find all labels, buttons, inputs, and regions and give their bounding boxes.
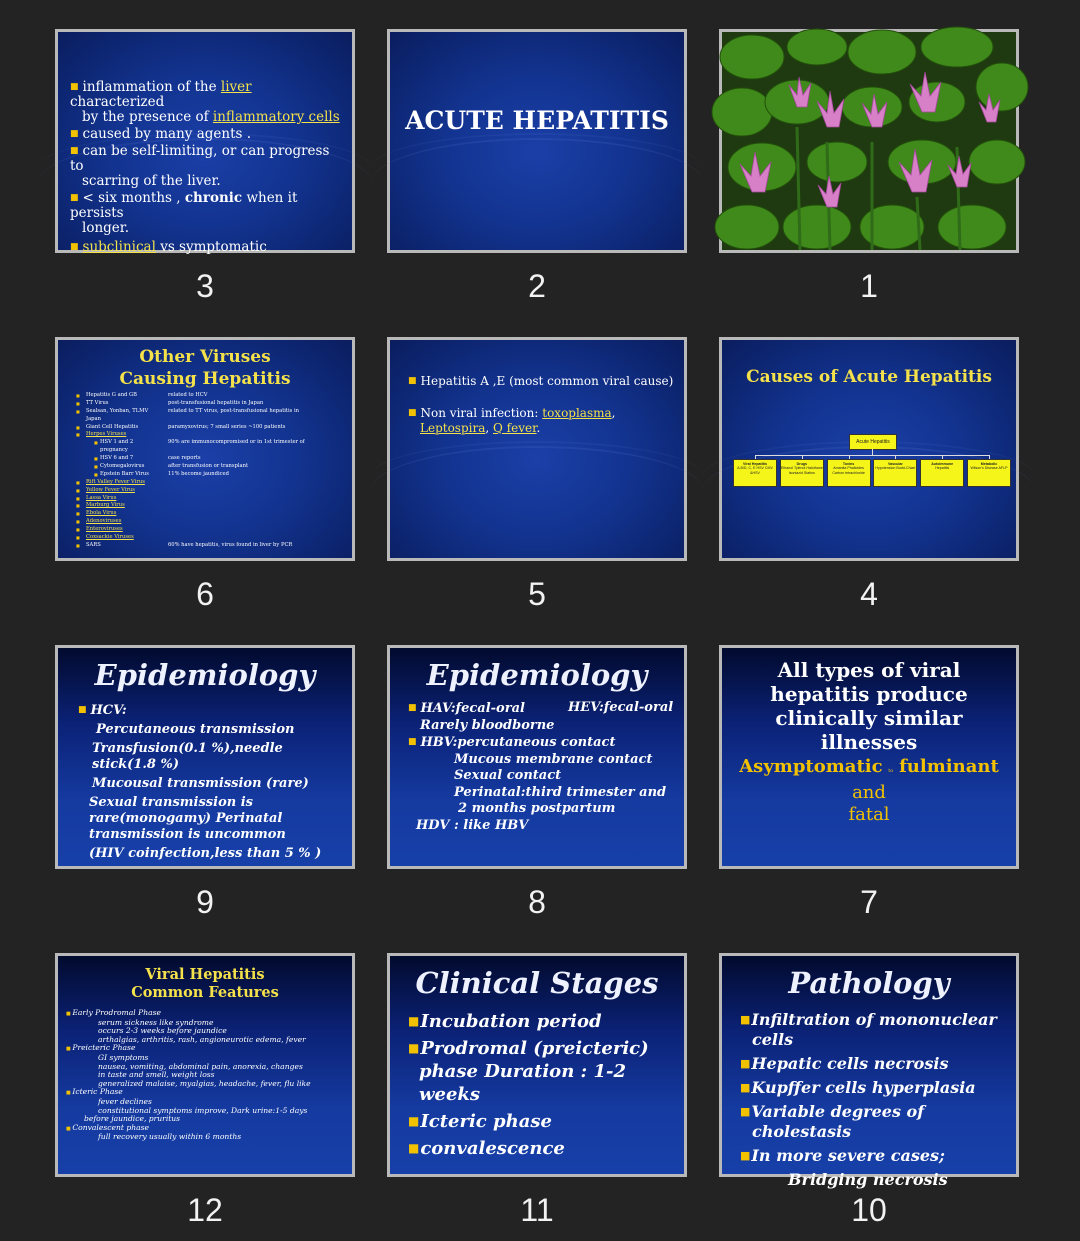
table-cell-name: Epstein Barr Virus <box>100 470 149 477</box>
table-row: ■ Rift Valley Fever Virus <box>76 478 145 485</box>
slide-number-9: 9 <box>196 884 214 920</box>
slide-thumbnail-2[interactable] <box>387 29 687 253</box>
table-row: ■ Adenoviruses <box>76 518 122 525</box>
slide-11-bullet-2: ■Prodromal (preicteric) <box>408 1038 649 1059</box>
slide-thumbnail-8[interactable] <box>387 645 687 869</box>
slide-6-table <box>76 392 346 550</box>
table-row: ■ Ebola Virus <box>76 510 117 517</box>
diagram-node: Autoimmune Hepatitis <box>920 459 964 487</box>
slide-10-bullet-3: ■Kupffer cells hyperplasia <box>740 1078 976 1097</box>
slide-3-bullet-2: ■ caused by many agents . <box>70 126 252 142</box>
slide-4-diagram <box>733 455 1013 495</box>
slide-thumbnail-5[interactable] <box>387 337 687 561</box>
slide-number-3: 3 <box>196 268 214 304</box>
diagram-node: Toxins Amanita Phalloides Carbon tetrachloride <box>827 459 871 487</box>
slide-number-10: 10 <box>851 1192 887 1228</box>
list-item: occurs 2-3 weeks before jaundice <box>98 1026 227 1036</box>
slide-4-canvas <box>722 340 1016 558</box>
slide-10-canvas: Pathology ■Infiltration of mononuclear cells ■Hepatic cells necrosis ■Kupffer cells hyperplasia ■Variable degrees of cholestasis ■In more severe cases; Bridging necrosis <box>722 956 1016 1174</box>
table-cell-note: 90% are immunocompromised or in 1st trimester of <box>168 439 305 446</box>
diagram-node: Viral Hepatitis A,B/D, C, E HSV CMV &HSV <box>733 459 777 487</box>
table-row: ■ HSV 1 and 2 90% are immunocompromised or in 1st trimester of <box>94 439 305 446</box>
slide-10-title: Pathology <box>788 966 950 1000</box>
slide-5-bullet-2: ■ Non viral infection: toxoplasma, <box>408 406 616 420</box>
slide-8-bullet-2: ■ HBV:percutaneous contact <box>408 735 616 750</box>
slide-3-bullet-4: ■ < six months , chronic when it persists <box>70 190 298 221</box>
table-cell-note: related to TT virus, post-transfusional hepatitis in <box>168 407 299 414</box>
table-row: ■ Enteroviruses <box>76 526 123 533</box>
slide-5-canvas: ■ Hepatitis A ,E (most common viral cause) ■ Non viral infection: toxoplasma, Leptospira, Q fever. <box>390 340 684 558</box>
table-cell-name: Marburg Virus <box>86 502 125 509</box>
list-item: in taste and smell, weight loss <box>98 1070 215 1080</box>
list-item: full recovery usually within 6 months <box>98 1132 242 1142</box>
slide-3-canvas: ■ inflammation of the liver characterized by the presence of inflammatory cells ■ caused by many agents . ■ can be self-limiting, or can progress to scarring of the liver. ■ < six months , chronic when it persists longer. ■ subclinical vs symptomatic <box>58 32 352 250</box>
slide-number-11: 11 <box>520 1192 554 1228</box>
slide-11-bullet-1: ■Incubation period <box>408 1011 602 1032</box>
table-row: ■ Coxsackie Viruses <box>76 534 134 541</box>
list-item: generalized malaise, myalgias, headache, fever, flu like <box>98 1078 311 1088</box>
list-item: ■ Early Prodromal Phase <box>66 1008 162 1017</box>
table-cell-name: Yellow Fever Virus <box>86 486 135 493</box>
slide-3-bullet-5: ■ subclinical vs symptomatic <box>70 239 267 255</box>
list-item: nausea, vomiting, abdominal pain, anorexia, changes <box>98 1061 303 1071</box>
slide-6-canvas <box>58 340 352 558</box>
table-cell-name: Enteroviruses <box>86 526 123 533</box>
slide-9-title: Epidemiology <box>94 658 316 692</box>
slide-8-title: Epidemiology <box>426 658 648 692</box>
slide-thumbnail-7[interactable] <box>719 645 1019 869</box>
slide-number-8: 8 <box>528 884 546 920</box>
list-item: ■ Convalescent phase <box>66 1122 150 1132</box>
slide-7-canvas <box>722 648 1016 866</box>
slide-9-bullet-1: ■ HCV: <box>78 703 127 718</box>
list-item: constitutional symptoms improve, Dark urine:1-5 days <box>98 1105 308 1115</box>
table-row <box>76 416 346 424</box>
table-cell-note: case reports <box>168 455 201 462</box>
table-cell-name: Sealsan, Yonban, TLMV <box>86 407 149 414</box>
table-row <box>76 447 346 455</box>
diagram-node: Metabolic Wilson's Disease AFLP <box>967 459 1011 487</box>
table-cell-note: post-transfusional hepatitis in Japan <box>168 399 264 406</box>
water-lilies-photo <box>722 32 1016 250</box>
slide-11-bullet-4: ■convalescence <box>408 1138 565 1159</box>
table-cell-name: HSV 1 and 2 <box>100 439 134 446</box>
table-cell-name: Ebola Virus <box>86 510 117 517</box>
slide-10-bullet-5: ■In more severe cases; <box>740 1146 945 1165</box>
slide-7-title: All types of viral hepatitis produce clinically similar illnesses <box>770 658 968 754</box>
slide-6-title: Other Viruses Causing Hepatitis <box>119 347 291 389</box>
slide-2-canvas <box>390 32 684 250</box>
slide-thumbnail-4[interactable] <box>719 337 1019 561</box>
slide-number-6: 6 <box>196 576 214 612</box>
slide-12-canvas <box>58 956 352 1174</box>
list-item: fever declines <box>98 1096 152 1106</box>
diagram-node: Drugs Ethanol Tylenol Halothane Isoniazid Statins <box>780 459 824 487</box>
table-cell-name: Giant Cell Hepatitis <box>86 423 139 430</box>
slide-thumbnail-6[interactable] <box>55 337 355 561</box>
slide-thumbnail-1[interactable] <box>719 29 1019 253</box>
table-row: ■ Lassa Virus <box>76 494 117 501</box>
slide-9-canvas: Epidemiology ■ HCV: Percutaneous transmission Transfusion(0.1 %),needle stick(1.8 %) Mucousal transmission (rare) Sexual transmission is rare(monogamy) Perinatal transmission is uncommon (HIV coinfection,less than 5 % ) <box>58 648 352 866</box>
slide-11-title: Clinical Stages <box>415 966 659 1000</box>
slide-8-canvas: Epidemiology ■ HAV:fecal-oral HEV:fecal-oral Rarely bloodborne ■ HBV:percutaneous contact Mucous membrane contact Sexual contact Perinatal:third trimester and 2 months postpartum HDV : like HBV <box>390 648 684 866</box>
slide-7-subtitle: Asymptomatic to fulminant and fatal <box>739 756 999 825</box>
slide-12-title: Viral Hepatitis Common Features <box>131 966 279 1001</box>
slide-5-bullet-1: ■ Hepatitis A ,E (most common viral cause) <box>408 374 674 388</box>
table-row: ■ TT Virus post-transfusional hepatitis in Japan <box>76 399 264 406</box>
list-item: ■ Preicteric Phase <box>66 1043 136 1053</box>
table-row: ■ Epstein Barr Virus 11% become jaundiced <box>94 470 229 477</box>
slide-10-bullet-4: ■Variable degrees of <box>740 1102 925 1121</box>
slide-number-2: 2 <box>528 268 546 304</box>
slide-2-title: ACUTE HEPATITIS <box>405 106 669 135</box>
table-cell-name: SARS <box>86 541 101 548</box>
table-row: ■ Giant Cell Hepatitis paramyxovirus; 7 small series ~100 patients <box>76 423 286 430</box>
slide-thumbnail-9[interactable] <box>55 645 355 869</box>
table-row: ■ Yellow Fever Virus <box>76 486 135 493</box>
list-item: GI symptoms <box>98 1052 149 1062</box>
slide-number-1: 1 <box>860 268 878 304</box>
slide-4-title: Causes of Acute Hepatitis <box>746 367 992 387</box>
slide-number-12: 12 <box>187 1192 223 1228</box>
table-row: ■ Cytomegalovirus after transfusion or transplant <box>94 463 249 470</box>
slide-thumbnail-12[interactable] <box>55 953 355 1177</box>
table-row: ■ SARS 60% have hepatitis, virus found in liver by PCR <box>76 541 293 548</box>
table-cell-name: HSV 6 and 7 <box>100 455 134 462</box>
table-row: ■ Sealsan, Yonban, TLMV related to TT virus, post-transfusional hepatitis in <box>76 407 299 414</box>
list-item: before jaundice, pruritus <box>84 1114 181 1124</box>
table-cell-name: pregnancy <box>100 447 128 454</box>
slide-thumbnail-10[interactable] <box>719 953 1019 1189</box>
slide-number-7: 7 <box>860 884 878 920</box>
table-cell-name: Rift Valley Fever Virus <box>86 478 145 485</box>
table-row: ■ Herpes Viruses <box>76 431 127 438</box>
slide-10-bullet-1: ■Infiltration of mononuclear <box>740 1010 997 1029</box>
table-cell-name: Adenoviruses <box>86 518 122 525</box>
slide-4-root-node: Acute Hepatitis <box>849 434 897 450</box>
table-row: ■ HSV 6 and 7 case reports <box>94 455 201 462</box>
slide-10-bullet-2: ■Hepatic cells necrosis <box>740 1054 949 1073</box>
slide-11-canvas: Clinical Stages ■Incubation period ■Prodromal (preicteric) phase Duration : 1-2 weeks ■Icteric phase ■convalescence <box>390 956 684 1174</box>
table-cell-name: Cytomegalovirus <box>100 463 145 470</box>
slide-12-body <box>66 1008 348 1142</box>
table-cell-name: TT Virus <box>86 399 109 406</box>
table-row: ■ Marburg Virus <box>76 502 125 509</box>
table-cell-note: related to HCV <box>168 392 208 398</box>
slide-8-bullet-1: ■ HAV:fecal-oral HEV:fecal-oral <box>408 700 674 716</box>
slide-3-bullet-1: ■ inflammation of the liver characterized <box>70 79 252 110</box>
table-cell-note: 11% become jaundiced <box>168 470 229 477</box>
table-cell-name: Japan <box>86 415 101 422</box>
slide-thumbnail-11[interactable] <box>387 953 687 1177</box>
table-cell-name: Hepatitis G and GB <box>86 392 137 398</box>
table-cell-name: Coxsackie Viruses <box>86 534 134 541</box>
slide-thumbnail-3[interactable] <box>55 29 355 253</box>
table-cell-note: after transfusion or transplant <box>168 463 249 470</box>
slide-3-bullet-3: ■ can be self-limiting, or can progress to <box>70 143 330 174</box>
list-item: ■ Icteric Phase <box>66 1087 123 1097</box>
table-cell-note: 60% have hepatitis, virus found in liver by PCR <box>168 541 293 548</box>
table-cell-name: Lassa Virus <box>86 494 117 501</box>
slide-11-bullet-3: ■Icteric phase <box>408 1111 552 1132</box>
slide-number-5: 5 <box>528 576 546 612</box>
list-item: serum sickness like syndrome <box>98 1017 214 1027</box>
slide-number-4: 4 <box>860 576 878 612</box>
diagram-node: Vascular Hypotension Budd-Chiari <box>873 459 917 487</box>
table-cell-note: paramyxovirus; 7 small series ~100 patients <box>168 423 286 430</box>
list-item: arthalgias, arthritis, rash, angioneurotic edema, fever <box>98 1034 306 1044</box>
table-cell-name: Herpes Viruses <box>86 431 127 438</box>
table-row: ■ Hepatitis G and GB related to HCV <box>76 392 208 398</box>
